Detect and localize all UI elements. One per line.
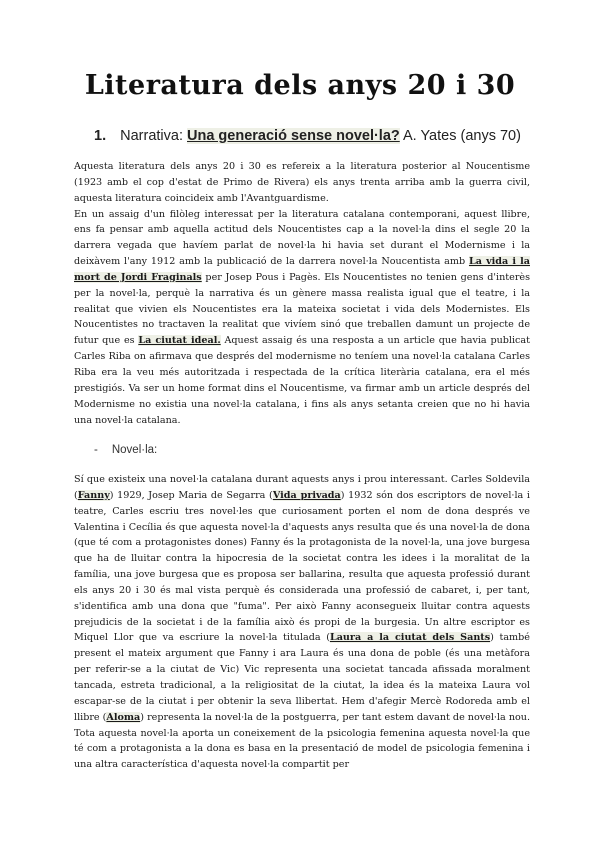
novel-text-2: ) 1929, Josep Maria de Segarra ( [109, 489, 273, 501]
intro-block [74, 159, 530, 428]
subsection-heading [94, 444, 157, 456]
essay-paragraph [74, 207, 530, 429]
novel-block [74, 472, 530, 773]
page-title: Literatura dels anys 20 i 30 [84, 70, 516, 101]
novel-text-5: ) representa la novel·la de la postguerra, per tant estem davant de novel·la nou. Tota aquesta novel·la aporta un coneixement de la psicologia femenina aquesta novel·la que té com a protagonista a la dona es basa en la presentació de model de psicologia femenina i una altra característica d'aquesta novel·la compartit per [74, 711, 531, 771]
subsection-label: Novel·la: [111, 444, 158, 456]
intro-paragraph: Aquesta literatura dels anys 20 i 30 es refereix a la literatura posterior al Noucentisme (1923 amb el cop d'estat de Primo de Rivera) els anys trenta arriba amb la guerra civil, aquesta literatura coincideix amb l'Avantguardisme. [74, 161, 530, 204]
novel-highlight-3: Laura a la ciutat dels Sants [329, 632, 491, 644]
novel-paragraph [74, 472, 530, 773]
novel-highlight-4: Aloma [106, 711, 141, 723]
novel-text-3: ) 1932 són dos escriptors de novel·la i teatre, Carles escriu tres novel·les que curiosament porten el nom de dona després ve Valentina i Cecília és que aquesta novel·la d'aquests anys resulta que és una novel·la de dona (que té com a protagonistes dones) Fanny és la protagonista de la novel·la, una jove burgesa que ha de lluitar contra la hipocresia de la societat contra les idees i la moralitat de la família, una jove burgesa que es proposa ser ballarina, resulta que aquesta professió durant els anys 20 i 30 és mal vista perquè és considerada una professió de cabaret, i, per tant, s'identifica amb una dona que "fuma". Per això Fanny aconsegueix lluitar contra aquests prejudicis de la societat i de la família això és propi de la burgesia. Un altre escriptor es Miquel Llor que va escriure la novel·la titulada ( [74, 489, 530, 644]
section-number: 1. [94, 128, 107, 144]
novel-highlight-2: Vida privada [272, 489, 341, 501]
section-highlight: Una generació sense novel·la? [187, 128, 400, 144]
novel-text-1: Sí que existeix una novel·la catalana durant aquests anys i prou interessant. Carles Soldevila ( [74, 474, 530, 501]
section-prefix: Narrativa: [120, 128, 183, 144]
section-heading [94, 128, 521, 144]
novel-text-4: ) també present el mateix argument que Fanny i ara Laura és una dona de poble (és una metàfora per referir-se a la ciutat de Vic) Vic representa una societat tancada afissada moralment tancada, estreta tradicional, a la religiositat de la ciutat, la idea és la mateixa Laura vol escapar-se de la ciutat i per obtenir la seva llibertat. Hem d'afegir Mercè Rodoreda amb el llibre ( [74, 632, 530, 723]
essay-highlight-1: La vida i la mort de Jordi Fraginals [74, 256, 530, 283]
novel-highlight-1: Fanny [77, 489, 110, 501]
essay-highlight-2: La ciutat ideal. [138, 335, 221, 347]
section-suffix: A. Yates (anys 70) [403, 128, 521, 144]
essay-text-3: Aquest assaig és una resposta a un article que havia publicat Carles Riba on afirmava que després del modernisme no teníem una novel·la catalana Carles Riba era la veu més autoritzada i respectada de la crítica literària catalana, era el més prestigiós. Va ser un home format dins el Noucentisme, va firmar amb un article després del Modernisme no existia una novel·la catalana, i fins als anys setanta creien que no hi havia una novel·la catalana. [74, 335, 530, 426]
essay-text-2: per Josep Pous i Pagès. Els Noucentistes no tenien gens d'interès per la novel·la, perquè la narrativa és un gènere massa realista igual que el teatre, i la realitat que vivien els Noucentistes era la mateixa societat i vida dels Modernistes. Els Noucentistes no tractaven la realitat que vivíem sinó que treballen damunt un projecte de futur que es [74, 271, 531, 347]
subsection-dash: - [94, 444, 98, 456]
essay-text-1: En un assaig d'un filòleg interessat per la literatura catalana contemporani, aquest llibre, ens fa pensar amb aquella actitud dels Noucentistes cap a la novel·la dins el segle 20 la darrera vegada que havíem parlat de novel·la hi havia set durant el Modernisme i la deixàvem l'any 1912 amb la publicació de la darrera novel·la Noucentista amb [74, 208, 530, 268]
